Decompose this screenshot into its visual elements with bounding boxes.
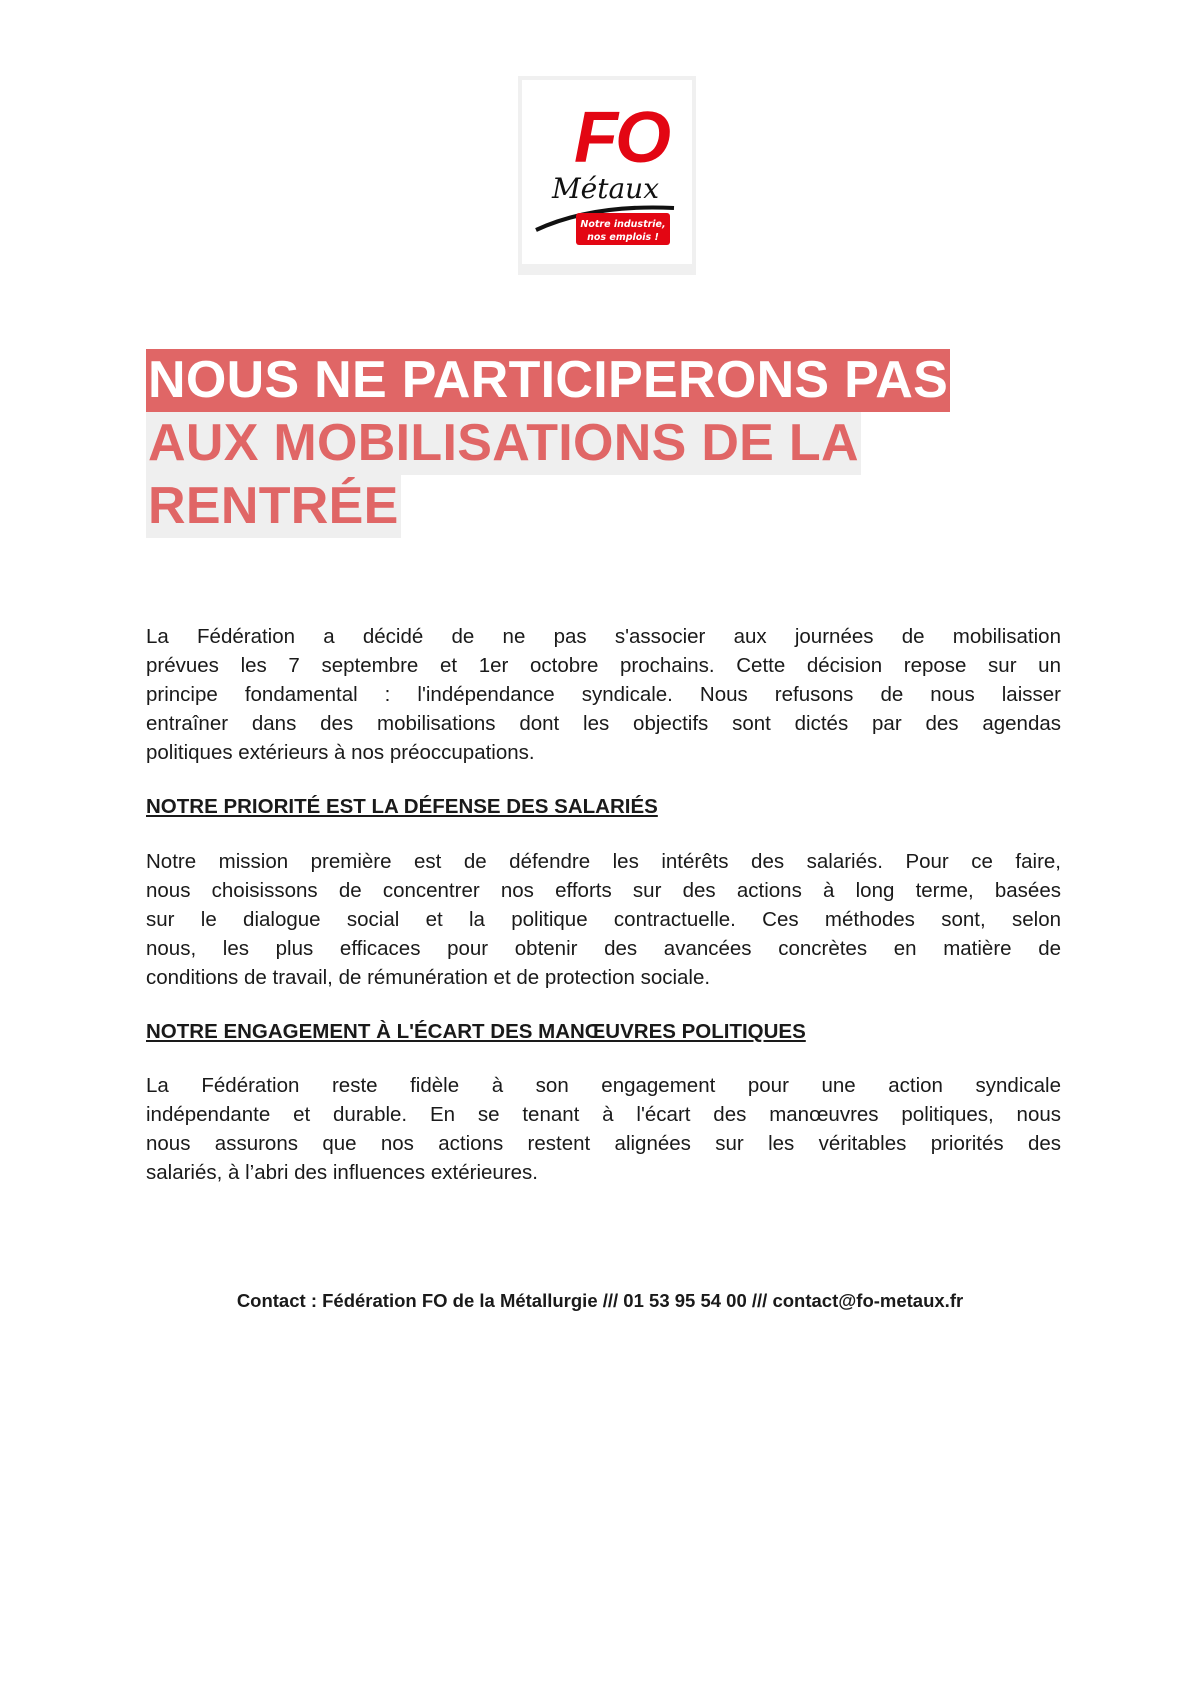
paragraph-line: La Fédération reste fidèle à son engagement pour une action syndicale [146, 1074, 1061, 1097]
svg-text:Notre industrie,: Notre industrie, [580, 219, 666, 230]
paragraph-1 [146, 622, 1061, 767]
page-title [146, 349, 1061, 538]
paragraph-line: principe fondamental : l'indépendance syndicale. Nous refusons de nous laisser [146, 683, 1061, 706]
paragraph-line: Notre mission première est de défendre les intérêts des salariés. Pour ce faire, [146, 850, 1061, 873]
contact-footer: Contact : Fédération FO de la Métallurgie /// 01 53 95 54 00 /// contact@fo-metaux.fr [236, 1290, 964, 1311]
title-line-1: NOUS NE PARTICIPERONS PAS [146, 349, 950, 412]
title-line-2: AUX MOBILISATIONS DE LA [146, 412, 861, 475]
paragraph-line: nous, les plus efficaces pour obtenir des avancées concrètes en matière de [146, 937, 1061, 960]
paragraph-line: conditions de travail, de rémunération et de protection sociale. [146, 966, 711, 989]
paragraph-line: salariés, à l’abri des influences extérieures. [146, 1161, 538, 1184]
section-heading-engagement: NOTRE ENGAGEMENT À L'ÉCART DES MANŒUVRES POLITIQUES [146, 1020, 806, 1043]
paragraph-line: prévues les 7 septembre et 1er octobre prochains. Cette décision repose sur un [146, 654, 1061, 677]
svg-text:FO: FO [574, 98, 668, 178]
paragraph-line: sur le dialogue social et la politique contractuelle. Ces méthodes sont, selon [146, 908, 1061, 931]
logo [518, 76, 696, 275]
paragraph-line: nous assurons que nos actions restent alignées sur les véritables priorités des [146, 1132, 1061, 1155]
document-content [146, 349, 1061, 1187]
paragraph-line: La Fédération a décidé de ne pas s'associer aux journées de mobilisation [146, 625, 1061, 648]
paragraph-line: indépendante et durable. En se tenant à l'écart des manœuvres politiques, nous [146, 1103, 1061, 1126]
svg-text:nos emplois !: nos emplois ! [587, 232, 659, 243]
svg-text:Métaux: Métaux [552, 172, 660, 205]
paragraph-line: politiques extérieurs à nos préoccupations. [146, 741, 535, 764]
paragraph-line: nous choisissons de concentrer nos efforts sur des actions à long terme, basées [146, 879, 1061, 902]
paragraph-2 [146, 847, 1061, 992]
paragraph-3 [146, 1071, 1061, 1187]
paragraph-line: entraîner dans des mobilisations dont les objectifs sont dictés par des agendas [146, 712, 1061, 735]
fo-metaux-logo-icon [522, 80, 692, 264]
section-heading-priority: NOTRE PRIORITÉ EST LA DÉFENSE DES SALARIÉS [146, 795, 658, 818]
title-line-3: RENTRÉE [146, 475, 401, 538]
